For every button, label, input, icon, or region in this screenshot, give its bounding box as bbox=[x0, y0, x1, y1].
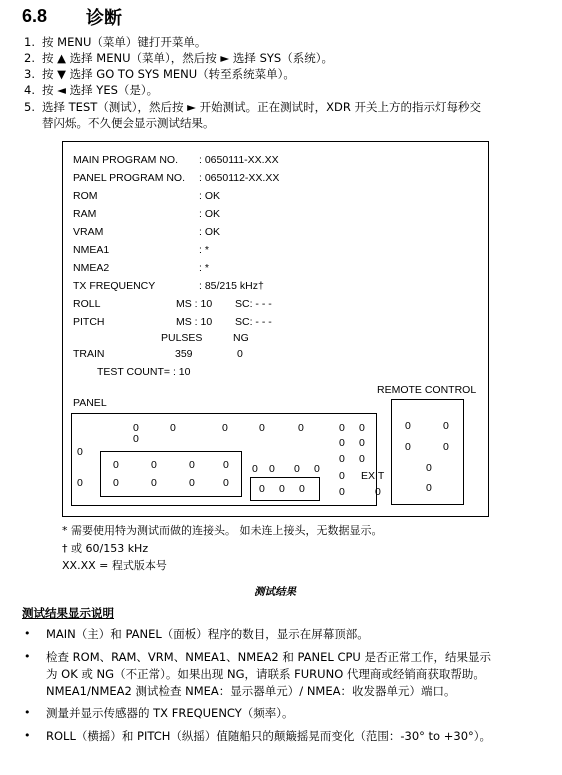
panel-key-state: 0 bbox=[223, 459, 229, 471]
panel-program-value: : 0650112-XX.XX bbox=[199, 172, 280, 184]
step-1: 1. 按 MENU（菜单）键打开菜单。 bbox=[24, 35, 207, 49]
panel-key-state: 0 bbox=[339, 453, 345, 465]
pulses-header: PULSES bbox=[161, 332, 203, 344]
panel-key-state: 0 bbox=[279, 483, 285, 495]
main-program-value: : 0650111-XX.XX bbox=[199, 154, 279, 166]
remote-key-state: 0 bbox=[426, 482, 432, 494]
panel-key-state: 0 bbox=[151, 477, 157, 489]
step-4-text: 按 ◄ 选择 YES（是）。 bbox=[42, 83, 159, 97]
panel-key-matrix bbox=[71, 413, 385, 506]
panel-key-state: 0 bbox=[339, 437, 345, 449]
section-subtitle: 测试结果显示说明 bbox=[22, 606, 114, 620]
remote-key-state: 0 bbox=[405, 441, 411, 453]
bullet-2-line-1: 检查 ROM、RAM、VRM、NMEA1、NMEA2 和 PANEL CPU 是否正常工作，结果显示 bbox=[46, 650, 492, 664]
bullet-1-text: MAIN（主）和 PANEL（面板）程序的数目，显示在屏幕顶部。 bbox=[46, 627, 369, 641]
panel-key-state: 0 bbox=[359, 437, 365, 449]
panel-program-label: PANEL PROGRAM NO. bbox=[73, 172, 186, 184]
rom-value: : OK bbox=[199, 190, 221, 202]
panel-key-state: 0 bbox=[314, 463, 320, 475]
panel-key-state: 0 bbox=[151, 459, 157, 471]
test-result-screen bbox=[62, 141, 489, 517]
step-4: 4. 按 ◄ 选择 YES（是）。 bbox=[24, 83, 159, 97]
panel-key-state: 0 bbox=[339, 422, 345, 434]
panel-key-state: 0 bbox=[339, 486, 345, 498]
panel-key-state: 0 bbox=[359, 453, 365, 465]
rom-label: ROM bbox=[73, 190, 98, 202]
bullet-3-text: 测量并显示传感器的 TX FREQUENCY（频率）。 bbox=[46, 706, 294, 720]
panel-key-state: 0 bbox=[298, 422, 304, 434]
ram-label: RAM bbox=[73, 208, 97, 220]
bullet-2-line-2: 为 OK 或 NG（不正常）。如果出现 NG，请联系 FURUNO 代理商或经销商获取帮助。 bbox=[46, 667, 485, 681]
ram-value: : OK bbox=[199, 208, 221, 220]
nmea2-label: NMEA2 bbox=[73, 262, 110, 274]
panel-key-group bbox=[250, 477, 320, 501]
tx-frequency-label: TX FREQUENCY bbox=[73, 280, 156, 292]
roll-ms: MS : 10 bbox=[176, 298, 213, 310]
step-5: 5. 选择 TEST（测试），然后按 ► 开始测试。正在测试时，XDR 开关上方的指示灯每秒交 bbox=[24, 100, 482, 114]
panel-key-state: 0 bbox=[359, 422, 365, 434]
roll-sc: SC: - - - bbox=[235, 298, 272, 310]
bullet-2-line-3: NMEA1/NMEA2 测试检查 NMEA：显示器单元）/ NMEA：收发器单元）端口。 bbox=[46, 684, 456, 698]
step-1-text: 按 MENU（菜单）键打开菜单。 bbox=[42, 35, 207, 49]
test-count: TEST COUNT= : 10 bbox=[97, 366, 191, 378]
vram-value: : OK bbox=[199, 226, 221, 238]
bullet-marker: • bbox=[24, 706, 31, 719]
train-ng: 0 bbox=[237, 348, 243, 360]
main-program-label: MAIN PROGRAM NO. bbox=[73, 154, 179, 166]
tx-frequency-value: : 85/215 kHz† bbox=[199, 280, 264, 292]
bullet-marker: • bbox=[24, 729, 31, 742]
panel-key-state: 0 bbox=[299, 483, 305, 495]
note-version: XX.XX = 程式版本号 bbox=[62, 559, 167, 572]
remote-key-state: 0 bbox=[426, 462, 432, 474]
panel-key-state: 0 bbox=[375, 486, 381, 498]
panel-key-state: 0 bbox=[252, 463, 258, 475]
figure-caption: 测试结果 bbox=[254, 586, 296, 598]
step-5-continued: 替闪烁。不久便会显示测试结果。 bbox=[42, 116, 215, 130]
exit-key-label: EXIT bbox=[361, 470, 385, 482]
panel-key-state: 0 bbox=[189, 477, 195, 489]
vram-label: VRAM bbox=[73, 226, 104, 238]
panel-label: PANEL bbox=[73, 397, 107, 409]
bullet-marker: • bbox=[24, 627, 31, 640]
step-5-text: 选择 TEST（测试），然后按 ► 开始测试。正在测试时，XDR 开关上方的指示灯每秒交 bbox=[42, 100, 482, 114]
remote-control-matrix bbox=[391, 399, 464, 505]
step-3: 3. 按 ▼ 选择 GO TO SYS MENU（转至系统菜单）。 bbox=[24, 67, 295, 81]
remote-key-state: 0 bbox=[405, 420, 411, 432]
panel-key-state: 0 bbox=[77, 477, 83, 489]
remote-key-state: 0 bbox=[443, 441, 449, 453]
nmea1-value: : * bbox=[199, 244, 209, 256]
section-title: 诊断 bbox=[86, 8, 122, 29]
panel-key-state: 0 bbox=[189, 459, 195, 471]
note-connector: * 需要使用特为测试而做的连接头。 如未连上接头，无数据显示。 bbox=[62, 524, 383, 537]
panel-key-state: 0 bbox=[259, 422, 265, 434]
note-frequency: † 或 60/153 kHz bbox=[62, 542, 149, 555]
remote-key-state: 0 bbox=[443, 420, 449, 432]
panel-key-state: 0 bbox=[170, 422, 176, 434]
panel-key-state: 0 bbox=[113, 477, 119, 489]
panel-key-state: 0 bbox=[339, 470, 345, 482]
panel-key-state: 0 bbox=[133, 422, 139, 434]
step-3-text: 按 ▼ 选择 GO TO SYS MENU（转至系统菜单）。 bbox=[42, 67, 295, 81]
bullet-4-text: ROLL（横摇）和 PITCH（纵摇）值随船只的颠簸摇晃而变化（范围：-30° to +30°）。 bbox=[46, 729, 492, 743]
pitch-ms: MS : 10 bbox=[176, 316, 213, 328]
pitch-label: PITCH bbox=[73, 316, 105, 328]
remote-control-label: REMOTE CONTROL bbox=[377, 384, 477, 396]
roll-label: ROLL bbox=[73, 298, 101, 310]
step-2-text: 按 ▲ 选择 MENU（菜单），然后按 ► 选择 SYS（系统）。 bbox=[42, 51, 333, 65]
nmea2-value: : * bbox=[199, 262, 209, 274]
train-label: TRAIN bbox=[73, 348, 105, 360]
pitch-sc: SC: - - - bbox=[235, 316, 272, 328]
panel-key-state: 0 bbox=[259, 483, 265, 495]
train-pulses: 359 bbox=[175, 348, 193, 360]
section-number: 6.8 bbox=[22, 6, 48, 26]
panel-key-state: 0 bbox=[113, 459, 119, 471]
bullet-marker: • bbox=[24, 650, 31, 663]
panel-key-state: 0 bbox=[77, 446, 83, 458]
nmea1-label: NMEA1 bbox=[73, 244, 110, 256]
panel-key-state: 0 bbox=[222, 422, 228, 434]
panel-key-state: 0 bbox=[133, 433, 139, 445]
ng-header: NG bbox=[233, 332, 249, 344]
panel-key-state: 0 bbox=[294, 463, 300, 475]
step-2: 2. 按 ▲ 选择 MENU（菜单），然后按 ► 选择 SYS（系统）。 bbox=[24, 51, 333, 65]
panel-key-state: 0 bbox=[223, 477, 229, 489]
panel-key-state: 0 bbox=[269, 463, 275, 475]
panel-key-group bbox=[100, 451, 242, 497]
